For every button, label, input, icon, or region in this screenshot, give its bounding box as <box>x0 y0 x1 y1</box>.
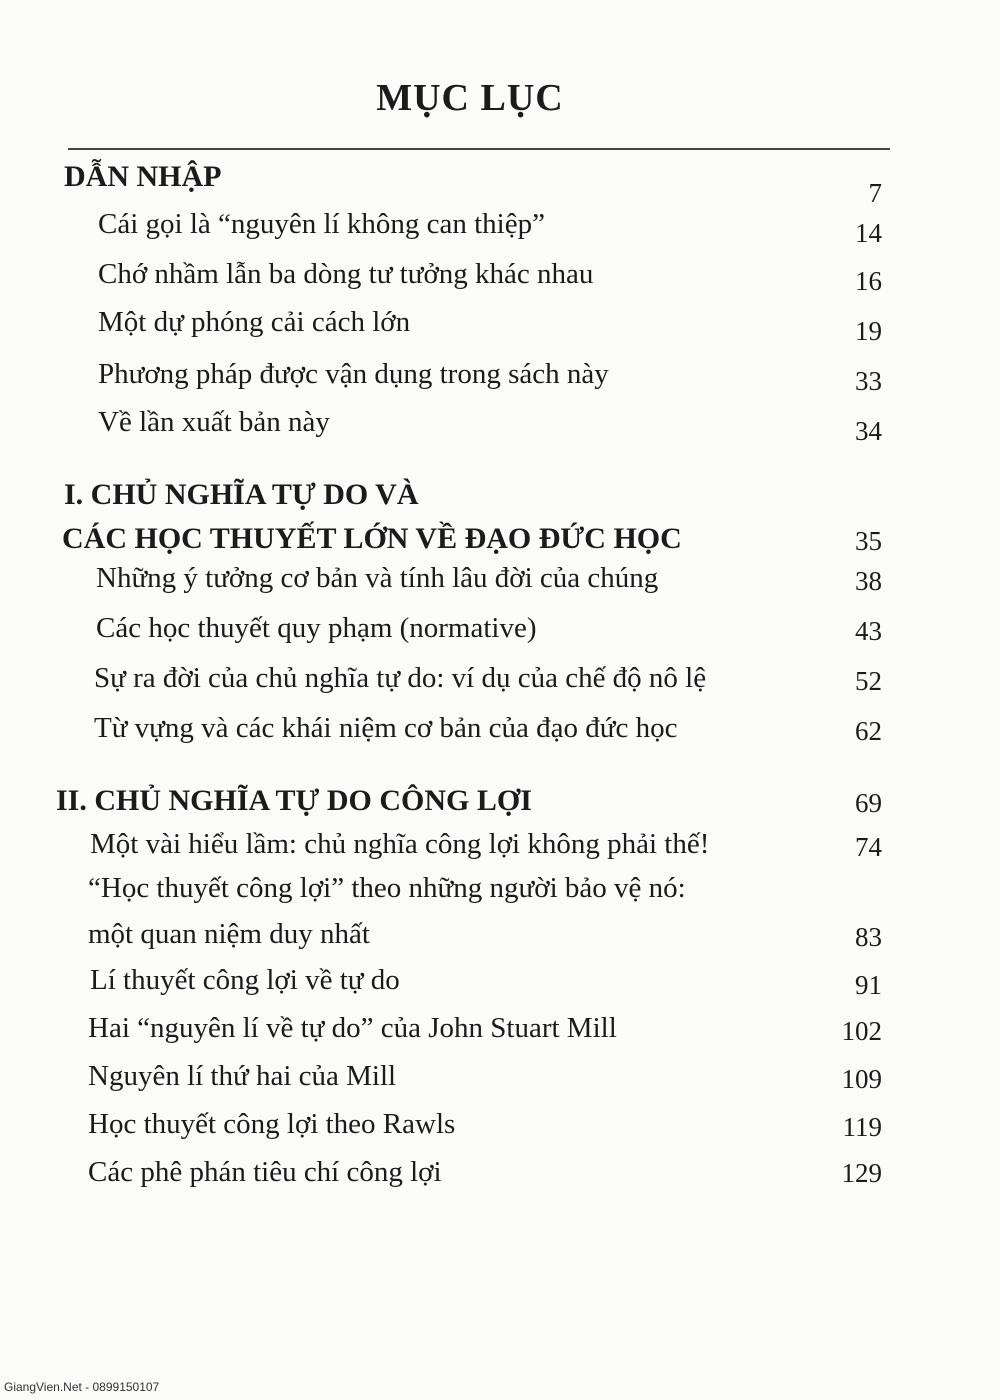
page-number: 35 <box>855 526 882 556</box>
toc-entry[interactable] <box>0 258 1000 302</box>
entry-label: Sự ra đời của chủ nghĩa tự do: ví dụ của chế độ nô lệ <box>94 662 707 694</box>
entry-label: Những ý tưởng cơ bản và tính lâu đời của chúng <box>96 562 659 594</box>
toc-entry[interactable] <box>0 964 1000 1008</box>
section-heading-line2: CÁC HỌC THUYẾT LỚN VỀ ĐẠO ĐỨC HỌC <box>62 522 682 555</box>
entry-label: Học thuyết công lợi theo Rawls <box>88 1108 456 1140</box>
toc-entry[interactable] <box>0 612 1000 656</box>
toc-section-2[interactable] <box>0 784 1000 828</box>
page-number: 34 <box>855 416 882 446</box>
toc-entry[interactable] <box>0 562 1000 606</box>
entry-label: Phương pháp được vận dụng trong sách này <box>98 358 609 390</box>
toc-entry[interactable] <box>0 1108 1000 1152</box>
page-number: 38 <box>855 566 882 596</box>
page-number: 83 <box>855 922 882 952</box>
page-number: 109 <box>841 1064 882 1094</box>
entry-label: Về lần xuất bản này <box>98 406 330 438</box>
page-number: 129 <box>841 1158 882 1188</box>
section-heading: II. CHỦ NGHĨA TỰ DO CÔNG LỢI <box>56 784 532 817</box>
page-number: 43 <box>855 616 882 646</box>
entry-label: Một vài hiểu lầm: chủ nghĩa công lợi không phải thế! <box>90 828 710 860</box>
entry-label-line1: “Học thuyết công lợi” theo những người bảo vệ nó: <box>88 872 686 904</box>
entry-label: Các học thuyết quy phạm (normative) <box>96 612 537 644</box>
entry-label: Nguyên lí thứ hai của Mill <box>88 1060 397 1092</box>
toc-entry[interactable] <box>0 872 1000 962</box>
page-number: 62 <box>855 716 882 746</box>
page-number: 19 <box>855 316 882 346</box>
page-number: 69 <box>855 788 882 818</box>
page-number: 16 <box>855 266 882 296</box>
toc-entry[interactable] <box>0 1012 1000 1056</box>
page-number: 14 <box>855 218 882 248</box>
entry-label: Từ vựng và các khái niệm cơ bản của đạo đức học <box>94 712 678 744</box>
toc-entry[interactable] <box>0 1156 1000 1200</box>
toc-section-intro[interactable] <box>0 160 1000 208</box>
toc-entry[interactable] <box>0 406 1000 450</box>
toc-section-1[interactable] <box>0 478 1000 568</box>
section-heading: DẪN NHẬP <box>64 160 222 193</box>
toc-entry[interactable] <box>0 208 1000 252</box>
entry-label: Chớ nhầm lẫn ba dòng tư tưởng khác nhau <box>98 258 594 290</box>
page-number: 33 <box>855 366 882 396</box>
entry-label: Một dự phóng cải cách lớn <box>98 306 411 338</box>
toc-entry[interactable] <box>0 306 1000 350</box>
page-title: MỤC LỤC <box>376 77 564 119</box>
toc-entry[interactable] <box>0 662 1000 706</box>
title-divider <box>68 148 890 150</box>
entry-label: Các phê phán tiêu chí công lợi <box>88 1156 442 1188</box>
toc-entry[interactable] <box>0 828 1000 872</box>
toc-entry[interactable] <box>0 1060 1000 1104</box>
entry-label: Lí thuyết công lợi về tự do <box>90 964 400 996</box>
watermark: GiangVien.Net - 0899150107 <box>4 1380 160 1394</box>
entry-label-line2: một quan niệm duy nhất <box>88 918 370 950</box>
entry-label: Cái gọi là “nguyên lí không can thiệp” <box>98 208 545 240</box>
section-heading-line1: I. CHỦ NGHĨA TỰ DO VÀ <box>64 478 419 511</box>
page-number: 74 <box>855 832 882 862</box>
page-number: 7 <box>868 178 882 208</box>
page-number: 91 <box>855 970 882 1000</box>
page-number: 102 <box>841 1016 882 1046</box>
entry-label: Hai “nguyên lí về tự do” của John Stuart Mill <box>88 1012 617 1044</box>
page-number: 119 <box>842 1112 882 1142</box>
page-number: 52 <box>855 666 882 696</box>
toc-entry[interactable] <box>0 358 1000 402</box>
toc-entry[interactable] <box>0 712 1000 756</box>
